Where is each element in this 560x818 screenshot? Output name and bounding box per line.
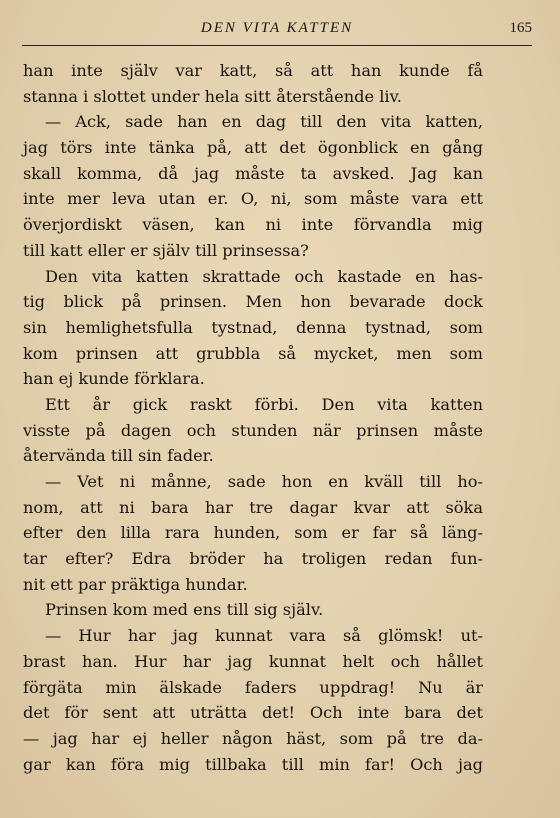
text-line: till katt eller er själv till prinsessa? — [23, 240, 309, 260]
text-line: förgäta min älskade faders uppdrag! Nu är — [23, 677, 483, 697]
text-line: Ett år gick raskt förbi. Den vita katten — [45, 394, 483, 414]
page-number: 165 — [509, 20, 532, 36]
text-line: Prinsen kom med ens till sig själv. — [45, 600, 324, 620]
text-line: Den vita katten skrattade och kastade en has- — [45, 266, 483, 286]
text-line: kom prinsen att grubbla så mycket, men som — [23, 343, 483, 363]
text-line: — Ack, sade han en dag till den vita katten, — [45, 112, 483, 132]
text-line: efter den lilla rara hunden, som er far så läng- — [23, 523, 483, 543]
text-line: han ej kunde förklara. — [23, 369, 205, 389]
text-line: visste på dagen och stunden när prinsen måste — [23, 420, 483, 440]
running-title: DEN VITA KATTEN — [200, 20, 354, 36]
text-line: — Vet ni månne, sade hon en kväll till ho- — [45, 472, 483, 491]
text-line: överjordiskt väsen, kan ni inte förvandla mig — [23, 215, 483, 235]
text-line: tar efter? Edra bröder ha troligen redan fun- — [23, 549, 483, 569]
text-line: brast han. Hur har jag kunnat helt och hållet — [23, 651, 483, 671]
text-line: stanna i slottet under hela sitt återstående liv. — [23, 86, 402, 106]
text-line: han inte själv var katt, så att han kunde få — [23, 61, 483, 80]
text-line: det för sent att uträtta det! Och inte bara det — [23, 703, 483, 723]
text-line: nom, att ni bara har tre dagar kvar att söka — [23, 497, 483, 517]
text-line: gar kan föra mig tillbaka till min far! Och jag — [23, 754, 483, 774]
text-line: — Hur har jag kunnat vara så glömsk! ut- — [45, 626, 483, 646]
text-line: inte mer leva utan er. O, ni, som måste vara ett — [23, 189, 483, 209]
running-head — [22, 14, 532, 44]
text-line: nit ett par präktiga hundar. — [23, 574, 248, 594]
text-line: skall komma, då jag måste ta avsked. Jag kan — [23, 163, 483, 183]
text-line: återvända till sin fader. — [23, 446, 214, 466]
body-text — [23, 58, 483, 777]
text-line: jag törs inte tänka på, att det ögonblick en gång — [23, 138, 483, 158]
text-line: sin hemlighetsfulla tystnad, denna tystnad, som — [23, 317, 483, 337]
text-line: tig blick på prinsen. Men hon bevarade dock — [23, 292, 483, 312]
header-rule — [22, 45, 532, 46]
text-line: — jag har ej heller någon häst, som på tre da- — [23, 728, 483, 748]
